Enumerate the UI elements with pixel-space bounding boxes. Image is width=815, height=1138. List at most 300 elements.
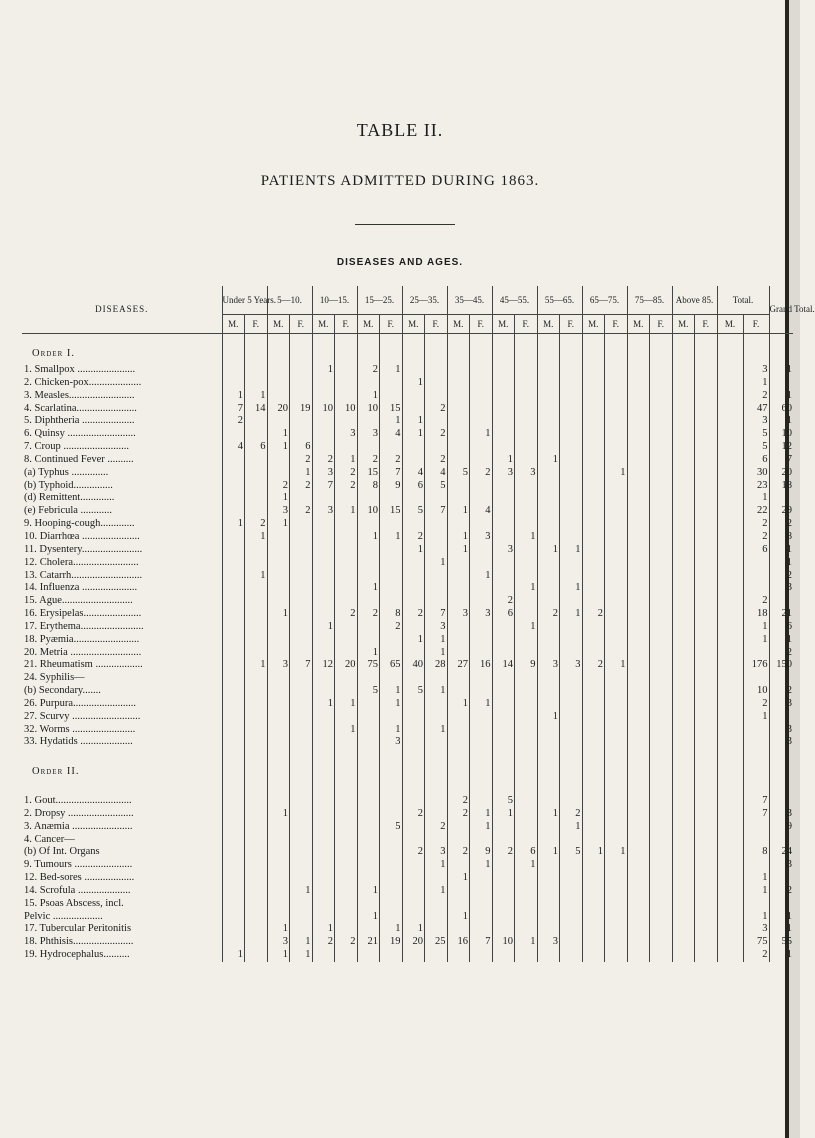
count-cell (650, 621, 673, 634)
count-cell (335, 949, 358, 962)
count-cell: 2 (743, 531, 769, 544)
count-cell (695, 936, 718, 949)
count-cell (650, 685, 673, 698)
count-cell: 1 (402, 923, 425, 936)
count-cell: 1 (357, 582, 380, 595)
count-cell (290, 557, 313, 570)
count-cell: 1 (312, 698, 335, 711)
count-cell (605, 859, 628, 872)
empty-cell (537, 762, 560, 782)
count-cell (605, 428, 628, 441)
count-cell (470, 724, 493, 737)
empty-cell (672, 344, 695, 364)
count-cell (222, 846, 245, 859)
disease-name: 14. Scrofula .................... (24, 884, 131, 896)
count-cell: 2 (492, 595, 515, 608)
count-cell (515, 834, 538, 847)
empty-cell (245, 344, 268, 364)
count-cell (582, 403, 605, 416)
count-cell (650, 454, 673, 467)
count-cell: 19 (290, 403, 313, 416)
count-cell (402, 570, 425, 583)
count-cell: 1 (402, 634, 425, 647)
count-cell (380, 749, 403, 762)
count-cell (537, 570, 560, 583)
count-cell (380, 634, 403, 647)
count-cell (537, 403, 560, 416)
grand-total-cell (769, 795, 793, 808)
grand-total-cell: 1 (769, 923, 793, 936)
count-cell: 3 (743, 364, 769, 377)
count-cell (425, 390, 448, 403)
grand-total-cell (769, 492, 793, 505)
disease-name (22, 749, 222, 762)
count-cell (447, 492, 470, 505)
count-cell (470, 672, 493, 685)
count-cell (470, 795, 493, 808)
count-cell: 10 (743, 685, 769, 698)
count-cell (380, 492, 403, 505)
count-cell (222, 808, 245, 821)
count-cell: 75 (743, 936, 769, 949)
count-cell (560, 885, 583, 898)
count-cell: 19 (380, 936, 403, 949)
count-cell (402, 911, 425, 924)
count-cell: 2 (560, 808, 583, 821)
empty-cell (335, 762, 358, 782)
count-cell (245, 505, 268, 518)
disease-name: 33. Hydatids .................... (24, 736, 133, 748)
count-cell (672, 859, 695, 872)
count-cell (717, 749, 743, 762)
count-cell (335, 834, 358, 847)
count-cell (672, 808, 695, 821)
count-cell (605, 834, 628, 847)
count-cell (312, 441, 335, 454)
count-cell (650, 518, 673, 531)
count-cell: 1 (335, 698, 358, 711)
count-cell (312, 557, 335, 570)
count-cell (560, 711, 583, 724)
count-cell: 1 (245, 390, 268, 403)
male-column-header: M. (447, 315, 470, 334)
female-column-header: F. (695, 315, 718, 334)
grand-total-cell (769, 672, 793, 685)
grand-total-cell: 29 (769, 505, 793, 518)
count-cell (560, 634, 583, 647)
count-cell (695, 403, 718, 416)
count-cell (245, 949, 268, 962)
count-cell (267, 749, 290, 762)
count-cell (222, 795, 245, 808)
count-cell: 2 (492, 846, 515, 859)
count-cell (537, 672, 560, 685)
count-cell (605, 582, 628, 595)
count-cell (492, 441, 515, 454)
count-cell: 1 (537, 808, 560, 821)
count-cell (245, 492, 268, 505)
count-cell (492, 634, 515, 647)
count-cell: 7 (743, 795, 769, 808)
count-cell: 1 (743, 711, 769, 724)
count-cell: 1 (312, 923, 335, 936)
count-cell: 16 (447, 936, 470, 949)
count-cell (312, 428, 335, 441)
count-cell (447, 582, 470, 595)
count-cell (582, 557, 605, 570)
count-cell (695, 846, 718, 859)
count-cell (447, 441, 470, 454)
empty-cell (357, 762, 380, 782)
empty-cell (222, 762, 245, 782)
table-row (22, 949, 793, 962)
count-cell (627, 911, 650, 924)
count-cell (650, 557, 673, 570)
count-cell (672, 364, 695, 377)
count-cell (537, 634, 560, 647)
count-cell (470, 711, 493, 724)
table-row (22, 808, 793, 821)
count-cell (515, 595, 538, 608)
empty-cell (425, 762, 448, 782)
order-heading: Order II. (32, 765, 80, 777)
count-cell (447, 403, 470, 416)
count-cell (290, 711, 313, 724)
count-cell (402, 595, 425, 608)
count-cell (290, 415, 313, 428)
count-cell: 1 (267, 428, 290, 441)
count-cell: 5 (402, 685, 425, 698)
count-cell (447, 595, 470, 608)
count-cell: 1 (470, 698, 493, 711)
count-cell (245, 544, 268, 557)
count-cell (582, 582, 605, 595)
count-cell: 28 (425, 659, 448, 672)
count-cell (357, 557, 380, 570)
count-cell (672, 834, 695, 847)
count-cell (380, 911, 403, 924)
empty-cell (470, 762, 493, 782)
count-cell: 1 (402, 544, 425, 557)
count-cell (290, 795, 313, 808)
count-cell (267, 647, 290, 660)
count-cell (357, 808, 380, 821)
count-cell (447, 621, 470, 634)
table-number: TABLE II. (356, 120, 444, 140)
count-cell (672, 885, 695, 898)
count-cell (447, 415, 470, 428)
count-cell (492, 724, 515, 737)
count-cell (605, 531, 628, 544)
count-cell (447, 898, 470, 911)
count-cell (425, 736, 448, 749)
count-cell (402, 621, 425, 634)
count-cell (222, 595, 245, 608)
count-cell (537, 492, 560, 505)
count-cell: 1 (425, 885, 448, 898)
count-cell (357, 834, 380, 847)
count-cell (312, 518, 335, 531)
count-cell (447, 428, 470, 441)
count-cell (380, 782, 403, 795)
count-cell (560, 454, 583, 467)
count-cell: 2 (743, 698, 769, 711)
count-cell (470, 949, 493, 962)
count-cell: 1 (470, 428, 493, 441)
count-cell (357, 518, 380, 531)
count-cell: 2 (743, 518, 769, 531)
count-cell (650, 898, 673, 911)
count-cell (492, 711, 515, 724)
count-cell: 21 (357, 936, 380, 949)
disease-name: Pelvic ................... (24, 910, 103, 922)
count-cell (627, 782, 650, 795)
table-row (22, 364, 793, 377)
count-cell (335, 821, 358, 834)
count-cell (245, 621, 268, 634)
disease-name: 4. Scarlatina....................... (24, 402, 137, 414)
count-cell: 2 (447, 808, 470, 821)
count-cell (245, 736, 268, 749)
count-cell: 2 (425, 454, 448, 467)
count-cell: 1 (425, 647, 448, 660)
count-cell (425, 872, 448, 885)
count-cell: 7 (290, 659, 313, 672)
count-cell (672, 531, 695, 544)
count-cell (515, 685, 538, 698)
count-cell (335, 885, 358, 898)
grand-total-cell: 55 (769, 936, 793, 949)
count-cell (222, 936, 245, 949)
count-cell (357, 570, 380, 583)
count-cell: 7 (380, 467, 403, 480)
disease-name: 27. Scurvy .......................... (24, 710, 141, 722)
disease-name: 17. Tubercular Peritonitis (24, 923, 132, 935)
count-cell (717, 570, 743, 583)
count-cell (672, 467, 695, 480)
count-cell: 1 (425, 557, 448, 570)
count-cell (537, 557, 560, 570)
table-row (22, 428, 793, 441)
female-column-header: F. (290, 315, 313, 334)
count-cell (560, 415, 583, 428)
count-cell (492, 911, 515, 924)
count-cell (560, 467, 583, 480)
count-cell (627, 634, 650, 647)
count-cell (695, 647, 718, 660)
count-cell (627, 859, 650, 872)
table-row (22, 872, 793, 885)
grand-total-cell (769, 898, 793, 911)
count-cell (470, 364, 493, 377)
count-cell (447, 480, 470, 493)
grand-total-cell (769, 782, 793, 795)
count-cell (672, 821, 695, 834)
count-cell (447, 685, 470, 698)
count-cell (560, 872, 583, 885)
count-cell (245, 795, 268, 808)
age-group-header: 45—55. (492, 286, 537, 315)
count-cell (605, 505, 628, 518)
count-cell (537, 364, 560, 377)
count-cell (447, 923, 470, 936)
count-cell (245, 364, 268, 377)
count-cell (743, 859, 769, 872)
count-cell (515, 518, 538, 531)
count-cell: 1 (515, 936, 538, 949)
count-cell: 23 (743, 480, 769, 493)
count-cell (492, 415, 515, 428)
count-cell (582, 949, 605, 962)
count-cell: 1 (515, 621, 538, 634)
count-cell (515, 441, 538, 454)
count-cell (717, 403, 743, 416)
grand-total-cell: 2 (769, 647, 793, 660)
count-cell (627, 518, 650, 531)
count-cell: 3 (560, 659, 583, 672)
count-cell (537, 949, 560, 962)
count-cell (312, 782, 335, 795)
count-cell (650, 808, 673, 821)
count-cell: 5 (357, 685, 380, 698)
grand-total-cell: 3 (769, 698, 793, 711)
count-cell (515, 570, 538, 583)
count-cell (312, 821, 335, 834)
count-cell (267, 872, 290, 885)
count-cell (357, 415, 380, 428)
count-cell (267, 834, 290, 847)
count-cell (290, 518, 313, 531)
count-cell (582, 936, 605, 949)
count-cell: 2 (537, 608, 560, 621)
count-cell (402, 736, 425, 749)
count-cell (537, 859, 560, 872)
count-cell (357, 898, 380, 911)
spacer-row (22, 334, 793, 345)
empty-cell (447, 344, 470, 364)
count-cell (695, 557, 718, 570)
count-cell (672, 570, 695, 583)
count-cell (290, 634, 313, 647)
count-cell: 40 (402, 659, 425, 672)
grand-total-cell: 3 (769, 859, 793, 872)
count-cell (672, 518, 695, 531)
count-cell (582, 480, 605, 493)
count-cell (402, 647, 425, 660)
table-row (22, 736, 793, 749)
count-cell (672, 480, 695, 493)
count-cell (582, 872, 605, 885)
disease-name: 8. Continued Fever .......... (24, 453, 134, 465)
count-cell: 1 (267, 923, 290, 936)
count-cell (447, 377, 470, 390)
count-cell: 2 (290, 480, 313, 493)
table-row (22, 634, 793, 647)
count-cell (380, 377, 403, 390)
count-cell (650, 749, 673, 762)
count-cell: 1 (447, 531, 470, 544)
count-cell (672, 659, 695, 672)
count-cell (650, 936, 673, 949)
count-cell (650, 795, 673, 808)
count-cell (650, 846, 673, 859)
count-cell (627, 544, 650, 557)
grand-total-cell: 3 (769, 582, 793, 595)
count-cell (402, 859, 425, 872)
count-cell (222, 736, 245, 749)
count-cell: 9 (380, 480, 403, 493)
count-cell (357, 736, 380, 749)
count-cell (357, 711, 380, 724)
count-cell: 2 (402, 808, 425, 821)
count-cell (627, 808, 650, 821)
count-cell (290, 834, 313, 847)
table-row (22, 647, 793, 660)
count-cell (605, 441, 628, 454)
count-cell: 18 (743, 608, 769, 621)
count-cell (357, 634, 380, 647)
count-cell (560, 390, 583, 403)
empty-cell (627, 344, 650, 364)
table-row (22, 782, 793, 795)
count-cell (335, 911, 358, 924)
count-cell (537, 749, 560, 762)
female-column-header: F. (470, 315, 493, 334)
grand-total-cell: 10 (769, 428, 793, 441)
age-group-header: 35—45. (447, 286, 492, 315)
count-cell (312, 911, 335, 924)
count-cell (605, 595, 628, 608)
count-cell (717, 608, 743, 621)
count-cell (425, 911, 448, 924)
count-cell: 3 (447, 608, 470, 621)
grand-total-cell: 1 (769, 544, 793, 557)
count-cell: 1 (447, 872, 470, 885)
count-cell (290, 608, 313, 621)
count-cell (537, 595, 560, 608)
count-cell (537, 821, 560, 834)
count-cell (245, 698, 268, 711)
count-cell (650, 480, 673, 493)
count-cell (222, 621, 245, 634)
count-cell (267, 570, 290, 583)
count-cell (717, 685, 743, 698)
count-cell: 2 (290, 454, 313, 467)
count-cell (335, 872, 358, 885)
count-cell (627, 505, 650, 518)
count-cell (447, 364, 470, 377)
count-cell (582, 364, 605, 377)
count-cell (537, 923, 560, 936)
count-cell: 7 (470, 936, 493, 949)
count-cell: 2 (312, 454, 335, 467)
count-cell (605, 454, 628, 467)
count-cell (582, 821, 605, 834)
count-cell (492, 923, 515, 936)
count-cell: 8 (357, 480, 380, 493)
count-cell (515, 898, 538, 911)
grand-total-cell (769, 834, 793, 847)
count-cell (222, 782, 245, 795)
count-cell (717, 364, 743, 377)
count-cell (335, 672, 358, 685)
count-cell (650, 390, 673, 403)
count-cell: 5 (743, 441, 769, 454)
count-cell: 75 (357, 659, 380, 672)
count-cell (695, 505, 718, 518)
count-cell (425, 795, 448, 808)
count-cell (605, 898, 628, 911)
